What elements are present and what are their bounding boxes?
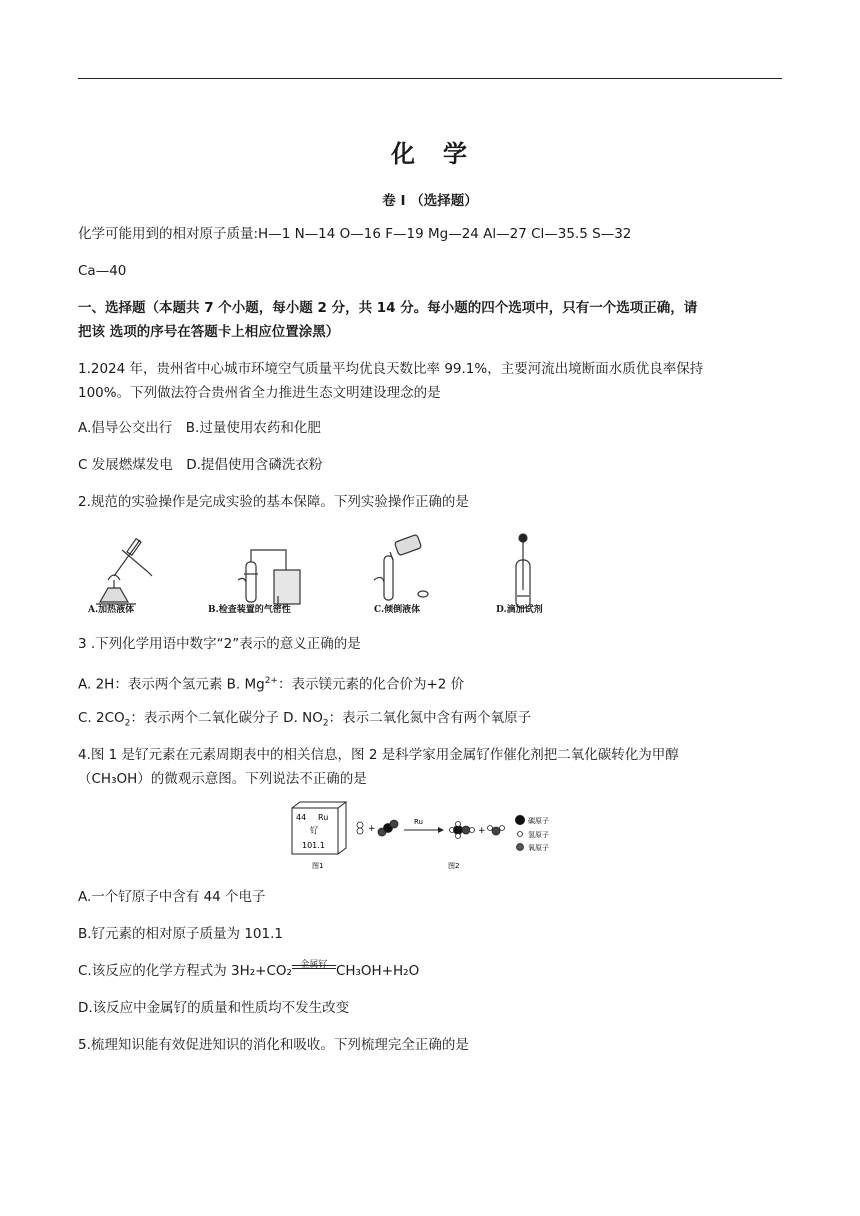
fig-caption-a: A.加热液体: [88, 605, 135, 615]
fig-caption-d: D.滴加试剂: [496, 605, 543, 615]
fig1-caption: 图1: [312, 862, 324, 870]
q3-co2-sub: 2: [124, 718, 131, 729]
section-heading-cont: 把该 选项的序号在答题卡上相应位置涂黑）: [78, 324, 340, 340]
q3-options-ab: [78, 669, 784, 698]
arrow-catalyst: Ru: [414, 818, 423, 826]
q3-option-c-tail: ：表示两个二氧化碳分子 D. NO: [130, 710, 323, 726]
element-mass: 101.1: [302, 841, 325, 850]
methanol-molecule: [450, 822, 475, 839]
q1-stem-cont: 100%。下列做法符合贵州省全力推进生态文明建设理念的是: [78, 385, 441, 401]
legend-oxygen-marker: [517, 844, 524, 851]
q1-options-ab: A.倡导公交出行 B.过量使用农药和化肥: [78, 420, 321, 436]
fig-caption-b: B.检查装置的气密性: [208, 605, 291, 615]
paper-subtitle: 卷 I （选择题）: [382, 193, 478, 209]
q2-stem: 2.规范的实验操作是完成实验的基本保障。下列实验操作正确的是: [78, 494, 469, 510]
plus-sign-1: +: [368, 824, 376, 834]
arrow-head: [438, 827, 444, 833]
q4-option-a: A.一个钌原子中含有 44 个电子: [78, 889, 266, 905]
pouring-liquid-illustration: [374, 534, 428, 600]
q4-figures: [288, 800, 588, 872]
q3-option-c: C. 2CO: [78, 710, 125, 726]
q3-charge-sup: 2+: [264, 676, 278, 686]
atomic-masses: 化学可能用到的相对原子质量:H—1 N—14 O—16 F—19 Mg—24 Al—27 Cl—35.5 S—32: [78, 226, 632, 242]
header-rule: [78, 78, 782, 79]
q5-stem: 5.梳理知识能有效促进知识的消化和吸收。下列梳理完全正确的是: [78, 1037, 469, 1053]
q3-stem: 3 .下列化学用语中数字“2”表示的意义正确的是: [78, 636, 361, 652]
plus-sign-2: +: [478, 826, 486, 836]
section-heading: 一、选择题（本题共 7 个小题，每小题 2 分，共 14 分。每小题的四个选项中，只有一个选项正确，请: [78, 300, 698, 316]
fig2-caption: 图2: [448, 862, 460, 870]
q3-option-b: ：表示镁元素的化合价为+2 价: [277, 676, 465, 693]
element-symbol: Ru: [318, 813, 329, 822]
q4-option-b: B.钌元素的相对原子质量为 101.1: [78, 926, 283, 942]
atomic-masses-cont: Ca—40: [78, 263, 127, 279]
fig-caption-c: C.倾倒液体: [374, 605, 421, 615]
co2-molecule: [378, 820, 398, 836]
element-number: 44: [296, 813, 307, 822]
ruthenium-reaction-figure: [288, 800, 588, 872]
heating-liquid-illustration: [96, 539, 152, 604]
q1-options-cd: C 发展燃煤发电 D.提倡使用含磷洗衣粉: [78, 457, 323, 473]
equation-catalyst: 金属钌: [300, 960, 328, 970]
q3-option-a: A. 2H：表示两个氢元素 B. Mg: [78, 676, 265, 693]
q3-options-cd: [78, 706, 784, 737]
dropping-reagent-illustration: [516, 534, 530, 608]
legend-carbon: 碳原子: [528, 817, 549, 825]
legend-hydrogen-marker: [518, 832, 523, 837]
q1-stem: 1.2024 年，贵州省中心城市环境空气质量平均优良天数比率 99.1%，主要河流出境断面水质优良率保持: [78, 361, 704, 377]
q4-equation-left: C.该反应的化学方程式为 3H₂+CO₂: [78, 963, 292, 979]
hydrogen-molecule: [357, 822, 363, 834]
q4-option-c: [78, 959, 784, 984]
q4-stem: 4.图 1 是钌元素在元素周期表中的相关信息，图 2 是科学家用金属钌作催化剂把二氧化碳转化为甲醇: [78, 747, 679, 763]
airtight-check-illustration: [238, 550, 300, 604]
legend-carbon-marker: [515, 815, 525, 825]
page-title: 化 学: [391, 139, 469, 168]
legend-oxygen: 氧原子: [528, 844, 549, 852]
q3-no2-sub: 2: [322, 718, 329, 729]
q4-option-d: D.该反应中金属钌的质量和性质均不发生改变: [78, 1000, 350, 1016]
q3-option-d-tail: ：表示二氧化氮中含有两个氧原子: [328, 710, 532, 726]
q4-equation-right: CH₃OH+H₂O: [335, 963, 420, 979]
q2-figures: [78, 530, 598, 618]
water-molecule: [488, 826, 505, 836]
element-name: 钌: [310, 826, 318, 835]
legend-hydrogen: 氢原子: [528, 831, 549, 839]
q4-stem-cont: （CH₃OH）的微观示意图。下列说法不正确的是: [78, 771, 367, 787]
equation-arrow: [292, 961, 336, 975]
